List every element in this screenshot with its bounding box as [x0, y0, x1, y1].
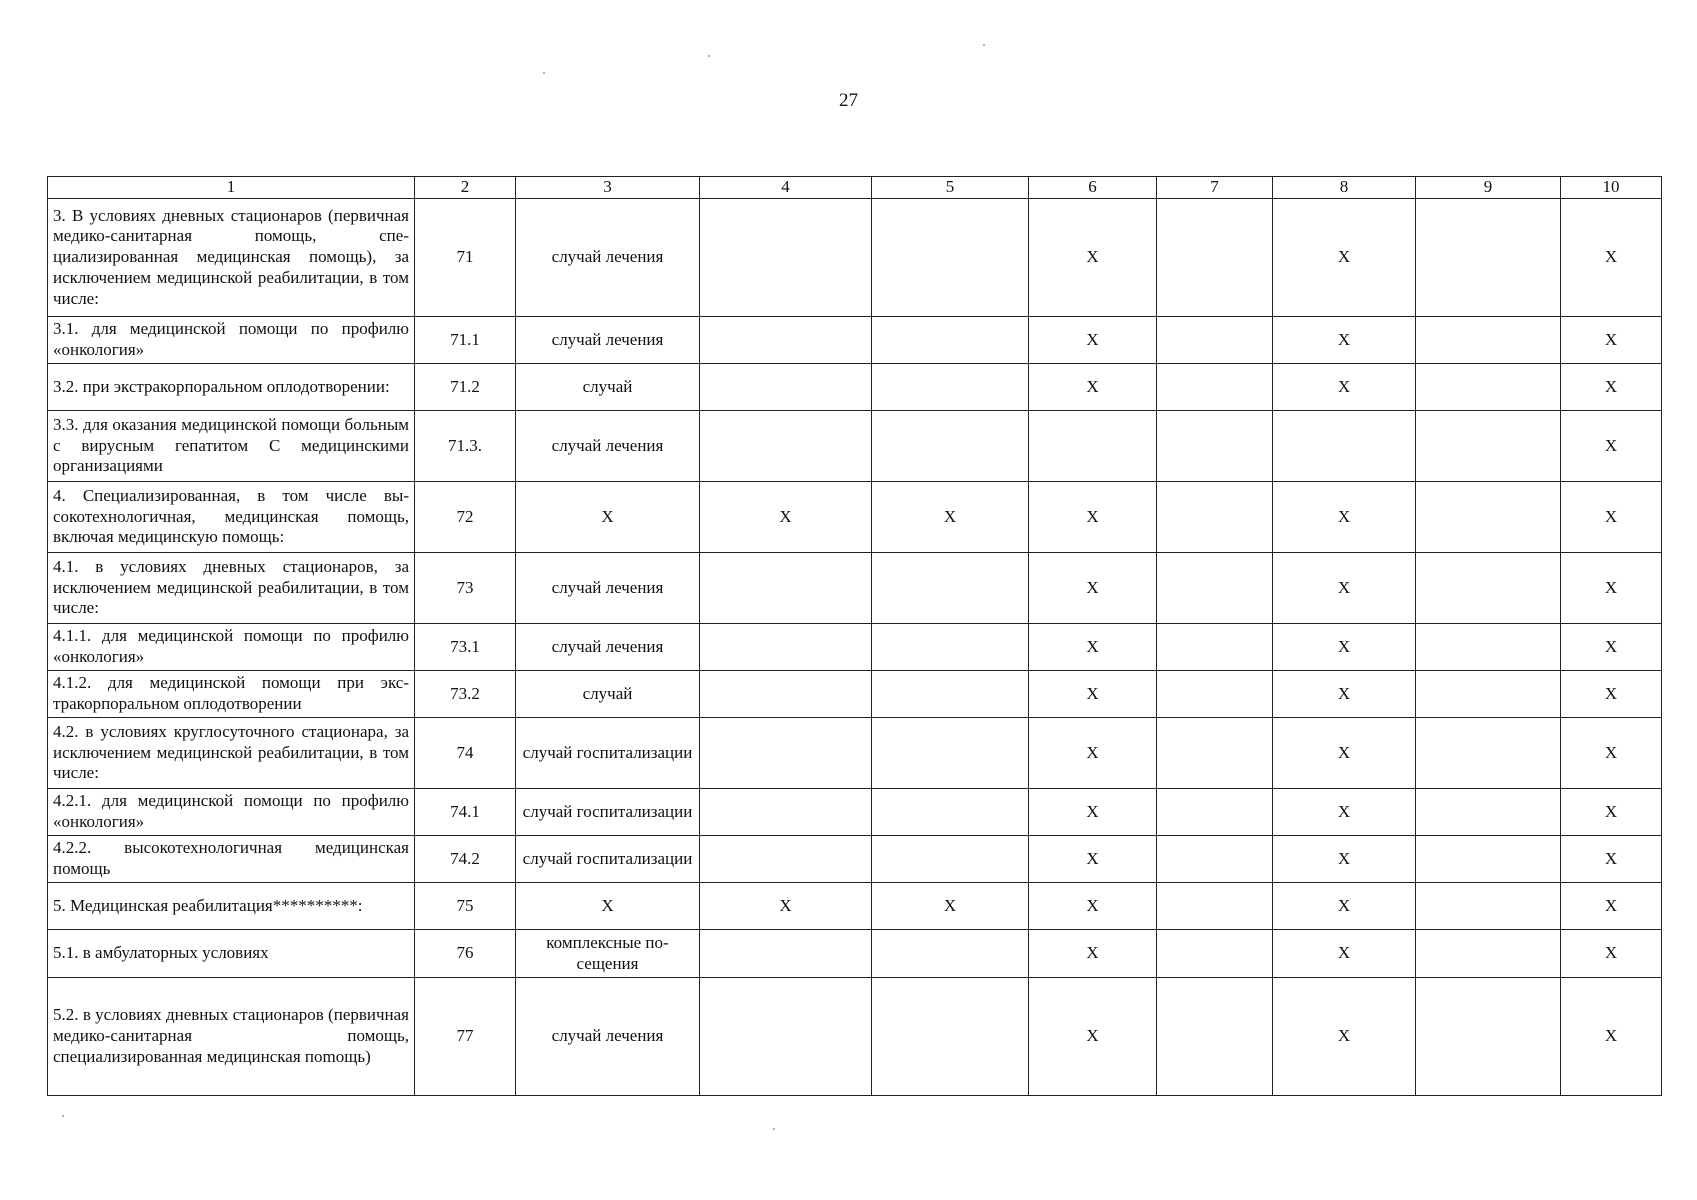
table-row	[48, 671, 1662, 718]
cell-col-7	[1157, 836, 1273, 883]
cell-col-4	[700, 671, 872, 718]
row-unit: случай лечения	[516, 199, 700, 317]
cell-col-6: X	[1029, 482, 1157, 553]
cell-col-8: X	[1273, 883, 1416, 930]
row-code: 75	[415, 883, 516, 930]
row-description: 4.2.2. высокотехнологичная медицинская помощь	[48, 836, 415, 883]
cell-col-6: X	[1029, 317, 1157, 364]
cell-col-10: X	[1561, 978, 1662, 1096]
cell-col-5	[872, 553, 1029, 624]
row-description: 4. Специализированная, в том числе высокотехнологичная, медицинская помощь, включая медицинскую помощь:	[48, 482, 415, 553]
cell-col-9	[1416, 411, 1561, 482]
cell-col-10: X	[1561, 671, 1662, 718]
row-unit: комплексные посещения	[516, 930, 700, 978]
table-row	[48, 624, 1662, 671]
cell-col-4: X	[700, 883, 872, 930]
cell-col-8	[1273, 411, 1416, 482]
cell-col-4	[700, 789, 872, 836]
cell-col-8: X	[1273, 482, 1416, 553]
row-code: 74	[415, 718, 516, 789]
cell-col-7	[1157, 317, 1273, 364]
row-unit: случай лечения	[516, 411, 700, 482]
cell-col-5	[872, 411, 1029, 482]
data-table	[47, 176, 1662, 1096]
cell-col-10: X	[1561, 883, 1662, 930]
column-header: 2	[415, 177, 516, 199]
cell-col-5	[872, 624, 1029, 671]
cell-col-9	[1416, 482, 1561, 553]
table-row	[48, 482, 1662, 553]
row-code: 72	[415, 482, 516, 553]
scan-speck	[983, 44, 985, 46]
table-row	[48, 978, 1662, 1096]
cell-col-9	[1416, 671, 1561, 718]
column-header: 9	[1416, 177, 1561, 199]
row-description: 3. В условиях дневных стационаров (первичная медико-санитарная помощь, специализированная медицинская помощь), за исключением медицинской реабилитации, в том числе:	[48, 199, 415, 317]
cell-col-8: X	[1273, 718, 1416, 789]
cell-col-6: X	[1029, 671, 1157, 718]
cell-col-4	[700, 836, 872, 883]
cell-col-8: X	[1273, 671, 1416, 718]
table-row	[48, 364, 1662, 411]
table-row	[48, 836, 1662, 883]
cell-col-7	[1157, 364, 1273, 411]
cell-col-8: X	[1273, 364, 1416, 411]
cell-col-6: X	[1029, 718, 1157, 789]
cell-col-7	[1157, 411, 1273, 482]
cell-col-10: X	[1561, 930, 1662, 978]
cell-col-4	[700, 553, 872, 624]
cell-col-9	[1416, 836, 1561, 883]
cell-col-9	[1416, 978, 1561, 1096]
cell-col-8: X	[1273, 978, 1416, 1096]
row-description: 3.3. для оказания медицинской помощи больным с вирусным гепатитом С медицинскими организациями	[48, 411, 415, 482]
cell-col-5	[872, 930, 1029, 978]
row-unit: случай госпитализации	[516, 836, 700, 883]
cell-col-8: X	[1273, 836, 1416, 883]
cell-col-4	[700, 718, 872, 789]
cell-col-8: X	[1273, 789, 1416, 836]
scan-speck	[773, 1128, 775, 1130]
table-row	[48, 411, 1662, 482]
cell-col-7	[1157, 482, 1273, 553]
row-description: 4.2.1. для медицинской помощи по профилю «онкология»	[48, 789, 415, 836]
row-code: 73	[415, 553, 516, 624]
cell-col-6: X	[1029, 199, 1157, 317]
row-description: 3.1. для медицинской помощи по профилю «онкология»	[48, 317, 415, 364]
cell-col-5: X	[872, 482, 1029, 553]
cell-col-10: X	[1561, 553, 1662, 624]
row-code: 71.2	[415, 364, 516, 411]
table-row	[48, 317, 1662, 364]
cell-col-9	[1416, 930, 1561, 978]
row-code: 77	[415, 978, 516, 1096]
cell-col-4	[700, 624, 872, 671]
cell-col-4	[700, 317, 872, 364]
row-description: 5.1. в амбулаторных условиях	[48, 930, 415, 978]
row-unit: случай лечения	[516, 624, 700, 671]
row-unit: случай	[516, 671, 700, 718]
table-row	[48, 789, 1662, 836]
cell-col-10: X	[1561, 364, 1662, 411]
row-code: 71.1	[415, 317, 516, 364]
cell-col-4	[700, 364, 872, 411]
table-row	[48, 553, 1662, 624]
cell-col-5	[872, 789, 1029, 836]
cell-col-8: X	[1273, 317, 1416, 364]
cell-col-6: X	[1029, 789, 1157, 836]
cell-col-9	[1416, 624, 1561, 671]
cell-col-7	[1157, 930, 1273, 978]
cell-col-8: X	[1273, 930, 1416, 978]
row-code: 74.2	[415, 836, 516, 883]
cell-col-9	[1416, 317, 1561, 364]
row-description: 5.2. в условиях дневных стационаров (первичная медико-санитарная помощь, специализированная медицинская поmощь)	[48, 978, 415, 1096]
page-number: 27	[839, 90, 858, 111]
cell-col-5	[872, 199, 1029, 317]
cell-col-10: X	[1561, 789, 1662, 836]
cell-col-7	[1157, 199, 1273, 317]
row-code: 73.2	[415, 671, 516, 718]
cell-col-5	[872, 317, 1029, 364]
table-row	[48, 930, 1662, 978]
cell-col-7	[1157, 624, 1273, 671]
cell-col-5	[872, 836, 1029, 883]
row-code: 71.3.	[415, 411, 516, 482]
cell-col-6	[1029, 411, 1157, 482]
cell-col-6: X	[1029, 364, 1157, 411]
cell-col-8: X	[1273, 624, 1416, 671]
cell-col-9	[1416, 553, 1561, 624]
cell-col-4	[700, 930, 872, 978]
row-unit: случай лечения	[516, 553, 700, 624]
table-row	[48, 199, 1662, 317]
cell-col-4	[700, 199, 872, 317]
column-header: 3	[516, 177, 700, 199]
cell-col-10: X	[1561, 317, 1662, 364]
cell-col-9	[1416, 199, 1561, 317]
column-number-row	[48, 177, 1662, 199]
cell-col-6: X	[1029, 836, 1157, 883]
cell-col-5	[872, 364, 1029, 411]
column-header: 10	[1561, 177, 1662, 199]
column-header: 8	[1273, 177, 1416, 199]
column-header: 1	[48, 177, 415, 199]
column-header: 5	[872, 177, 1029, 199]
cell-col-8: X	[1273, 553, 1416, 624]
cell-col-6: X	[1029, 978, 1157, 1096]
cell-col-10: X	[1561, 482, 1662, 553]
cell-col-9	[1416, 789, 1561, 836]
scan-speck	[708, 55, 710, 57]
cell-col-7	[1157, 883, 1273, 930]
column-header: 6	[1029, 177, 1157, 199]
scan-speck	[543, 72, 545, 74]
column-header: 7	[1157, 177, 1273, 199]
cell-col-5	[872, 718, 1029, 789]
row-unit: случай	[516, 364, 700, 411]
row-description: 4.2. в условиях круглосуточного стационара, за исключением медицинской реабилитации, в том числе:	[48, 718, 415, 789]
cell-col-10: X	[1561, 836, 1662, 883]
row-description: 3.2. при экстракорпоральном оплодотворении:	[48, 364, 415, 411]
row-description: 4.1.1. для медицинской помощи по профилю «онкология»	[48, 624, 415, 671]
cell-col-6: X	[1029, 624, 1157, 671]
cell-col-4: X	[700, 482, 872, 553]
row-unit: X	[516, 883, 700, 930]
cell-col-6: X	[1029, 930, 1157, 978]
cell-col-4	[700, 978, 872, 1096]
row-code: 74.1	[415, 789, 516, 836]
row-description: 4.1.2. для медицинской помощи при экстракорпоральном оплодотворении	[48, 671, 415, 718]
cell-col-6: X	[1029, 883, 1157, 930]
cell-col-7	[1157, 789, 1273, 836]
table-row	[48, 883, 1662, 930]
table-row	[48, 718, 1662, 789]
cell-col-4	[700, 411, 872, 482]
cell-col-5: X	[872, 883, 1029, 930]
row-description: 4.1. в условиях дневных стационаров, за исключением медицинской реабилитации, в том числе:	[48, 553, 415, 624]
cell-col-10: X	[1561, 411, 1662, 482]
cell-col-7	[1157, 718, 1273, 789]
scan-speck	[62, 1115, 64, 1117]
row-code: 76	[415, 930, 516, 978]
row-code: 71	[415, 199, 516, 317]
cell-col-6: X	[1029, 553, 1157, 624]
cell-col-7	[1157, 978, 1273, 1096]
cell-col-10: X	[1561, 624, 1662, 671]
cell-col-10: X	[1561, 199, 1662, 317]
row-unit: случай лечения	[516, 978, 700, 1096]
cell-col-8: X	[1273, 199, 1416, 317]
cell-col-9	[1416, 364, 1561, 411]
row-code: 73.1	[415, 624, 516, 671]
row-unit: случай госпитализации	[516, 718, 700, 789]
cell-col-7	[1157, 553, 1273, 624]
cell-col-7	[1157, 671, 1273, 718]
cell-col-9	[1416, 883, 1561, 930]
row-unit: случай лечения	[516, 317, 700, 364]
cell-col-10: X	[1561, 718, 1662, 789]
cell-col-5	[872, 671, 1029, 718]
row-unit: X	[516, 482, 700, 553]
cell-col-9	[1416, 718, 1561, 789]
row-unit: случай госпитализации	[516, 789, 700, 836]
row-description: 5. Медицинская реабилитация**********:	[48, 883, 415, 930]
column-header: 4	[700, 177, 872, 199]
cell-col-5	[872, 978, 1029, 1096]
